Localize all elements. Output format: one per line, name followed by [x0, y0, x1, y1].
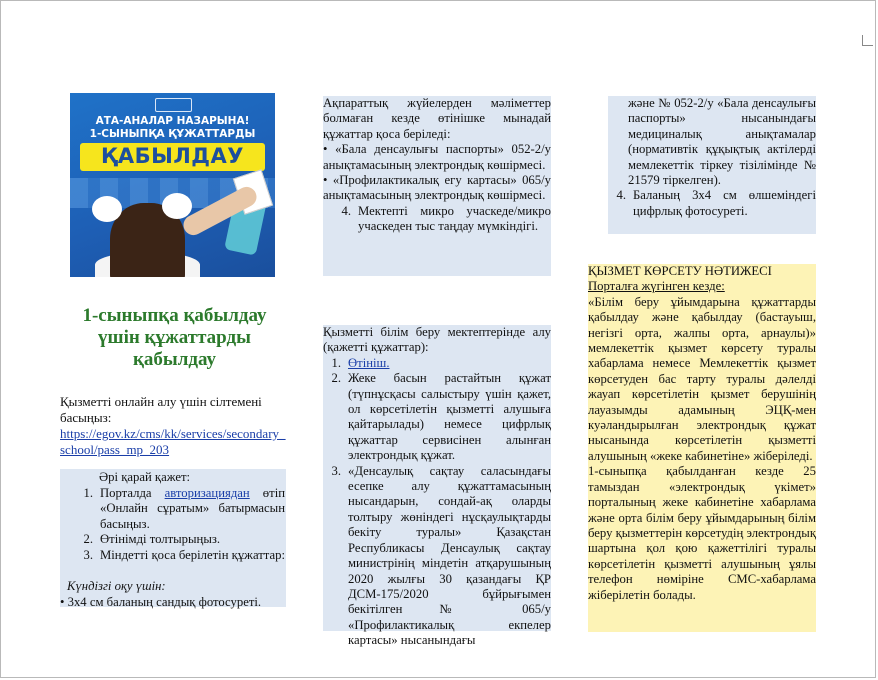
list-number: 4.: [341, 203, 351, 218]
result-heading: ҚЫЗМЕТ КӨРСЕТУ НӘТИЖЕСІ: [588, 264, 772, 278]
steps-heading: Әрі қарай қажет:: [99, 470, 191, 484]
list-item: [323, 204, 551, 235]
list-text: Өтінімді толтырыңыз.: [100, 532, 221, 547]
middle-bottom-box: [323, 325, 551, 648]
list-number: 3.: [83, 547, 93, 562]
page-title: 1-сыныпқа қабылдау үшін құжаттарды қабылдау: [82, 305, 267, 370]
list-item: [323, 371, 551, 463]
poster-image: [70, 93, 275, 277]
poster-line2: 1-СЫНЫПҚА ҚҰЖАТТАРДЫ: [89, 128, 256, 140]
bow-right-shape: [162, 193, 192, 219]
day-study-label: Күндізгі оқу үшін:: [67, 579, 166, 593]
list-item: [75, 486, 285, 532]
authorization-link[interactable]: авторизациядан: [164, 486, 250, 500]
list-text: Баланың 3х4 см өлшеміндегі цифрлық фотосуреті.: [633, 188, 816, 218]
middle-top-intro: Ақпараттық жүйелерден мәліметтер болмаған кезде өтінішке мынадай құжаттар қоса беріледі:: [323, 96, 551, 141]
online-intro-text: Қызметті онлайн алу үшін сілтемені басыңыз:: [60, 394, 262, 425]
right-top-continuation: және № 052-2/у «Бала денсаулығы паспорты» нысанындағы медициналық анықтамалар (нормативтік құқықтық актілерді мемлекеттік тіркеу тізілімінде № 21579 тіркелген).: [628, 96, 816, 188]
list-text: Мектепті микро учаскеде/микро учаскеден тыс таңдау мүмкіндігі.: [358, 203, 551, 234]
poster-banner: [80, 143, 265, 171]
right-top-box: [608, 96, 816, 234]
bow-left-shape: [92, 196, 122, 222]
list-item: [323, 464, 551, 649]
corner-mark: [862, 35, 873, 46]
list-item: [323, 356, 551, 371]
result-paragraph2: 1-сыныпқа қабылданған кезде 25 тамыздан «электрондық үкімет» порталының жеке кабинетіне хабарлама және орта білім беру ұйымдарының білім беру қызметтерін көрсетудің электрондық шартына қол қою қажеттілігі туралы көрсетілетін қызметті алушының ұялы телефон нөміріне СМС-хабарлама жіберілетін болады.: [588, 464, 816, 602]
middle-top-box: [323, 96, 551, 276]
list-item: [75, 548, 285, 563]
list-text: «Денсаулық сақтау саласындағы есепке алу құжаттамасының нысандарын, сондай-ақ оларды толтыру жөніндегі нұсқаулықтарды бекіту туралы» Қазақстан Республикасы Денсаулық сақтау министрінің міндетін атқарушының 2020 жылғы 30 қазандағы ҚР ДСМ-175/2020 бұйрығымен бекітілген № 065/у «Профилактикалық екпелер картасы» нысанындағы: [348, 463, 551, 648]
step1-pre: Порталда: [100, 486, 165, 500]
middle-top-bullet1: • «Бала денсаулығы паспорты» 052-2/у анықтамасының электрондық көшірмесі.: [323, 142, 551, 172]
middle-bottom-intro: Қызметті білім беру мектептерінде алу (қажетті құжаттар):: [323, 325, 551, 355]
list-number: 1.: [83, 486, 93, 500]
emblem-icon: [155, 98, 192, 112]
list-text: Жеке басын растайтын құжат (түпнұсқасы салыстыру үшін қажет, ол көрсетілетін қызметті алушыға қайтарылады) немесе цифрлық құжаттар сервисінен алынған электрондық құжат.: [348, 371, 551, 463]
list-item: [75, 532, 285, 547]
online-intro: [60, 394, 286, 458]
poster-banner-text: ҚАБЫЛДАУ: [101, 144, 244, 168]
egov-link[interactable]: https://egov.kz/cms/kk/services/secondary_school/pass_mp_203: [60, 426, 286, 457]
list-number: 2.: [83, 532, 93, 547]
application-link[interactable]: Өтініш.: [348, 355, 390, 370]
list-item: [608, 188, 816, 219]
result-paragraph1: «Білім беру ұйымдарына құжаттарды қабылдау және қабылдау (бастауыш, негізгі орта, жалпы орта, арнаулы)» мемлекеттік қызмет көрсету туралы хабарлама немесе Мемлекеттік қызмет көрсетуден бас тарту туралы дәлелді жауап көрсетілетін қызмет берушінің лауазымды адамының ЭЦҚ-мен куәландырылған электрондық құжат нысанында көрсетілетін қызметті алушының «жеке кабинетіне» жіберіледі.: [588, 294, 816, 463]
poster-line1: АТА-АНАЛАР НАЗАРЫНА!: [95, 115, 250, 127]
steps-list: [75, 486, 285, 563]
list-text: [100, 486, 285, 532]
list-number: 4.: [616, 188, 626, 203]
result-subheading: Порталға жүгінген кезде:: [588, 279, 725, 294]
list-number: 1.: [331, 355, 341, 370]
list-text: Міндетті қоса берілетін құжаттар:: [100, 547, 285, 562]
list-number: 2.: [331, 371, 341, 386]
step1-post: өтіп «Онлайн сұратым» батырмасын басыңыз.: [100, 486, 286, 531]
photo-bullet: • 3х4 см баланың сандық фотосуреті.: [60, 595, 262, 609]
middle-top-bullet2: • «Профилактикалық егу картасы» 065/у анықтамасының электрондық көшірмесі.: [323, 173, 551, 203]
result-box: [588, 264, 816, 632]
list-number: 3.: [331, 463, 341, 478]
